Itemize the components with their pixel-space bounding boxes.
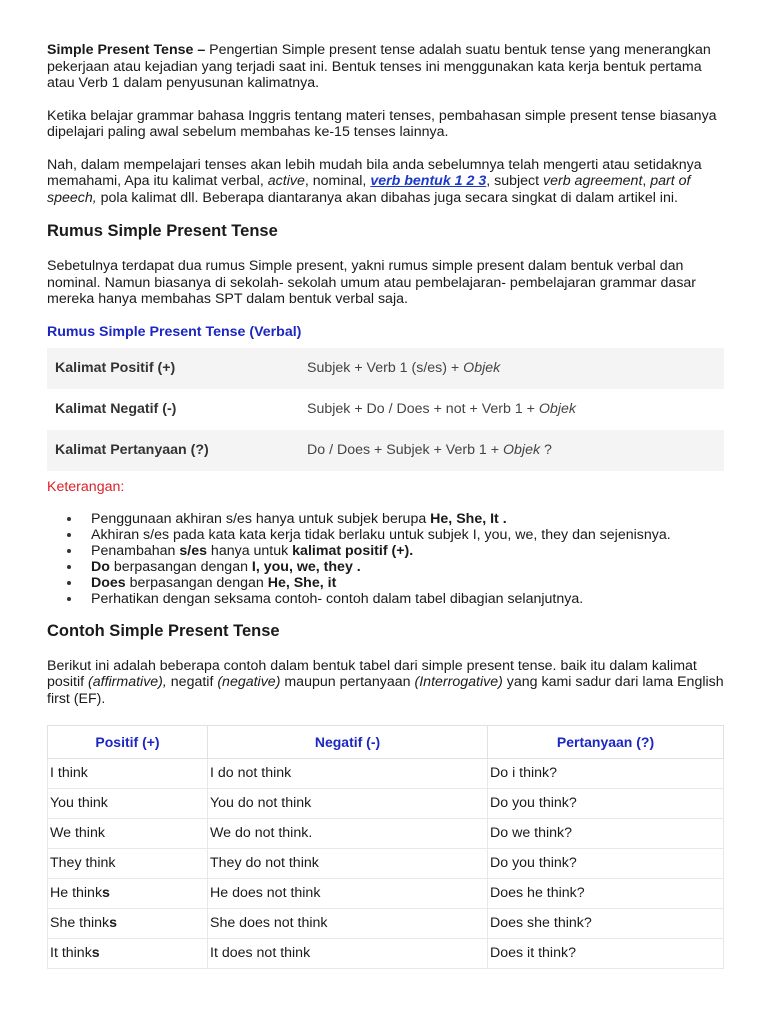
rumus-row-positif: Kalimat Positif (+) Subjek + Verb 1 (s/es) + Objek: [47, 348, 724, 389]
header-negatif: Negatif (-): [208, 726, 488, 759]
list-item: Does berpasangan dengan He, She, it: [91, 575, 727, 591]
intro-paragraph-2: Ketika belajar grammar bahasa Inggris tentang materi tenses, pembahasan simple present tense biasanya dipelajari paling awal sebelum membahas ke-15 tenses lainnya.: [47, 107, 717, 140]
contoh-heading: Contoh Simple Present Tense: [47, 621, 280, 640]
rumus-row-negatif: Kalimat Negatif (-) Subjek + Do / Does + not + Verb 1 + Objek: [55, 401, 576, 418]
table-row: You think You do not think Do you think?: [48, 789, 724, 819]
list-item: Do berpasangan dengan I, you, we, they .: [91, 559, 727, 575]
document-page: [47, 42, 727, 969]
table-row: We think We do not think. Do we think?: [48, 819, 724, 849]
table-header-row: [48, 726, 724, 759]
verb-bentuk-link[interactable]: verb bentuk 1 2 3: [370, 173, 487, 189]
contoh-table: [47, 725, 724, 969]
list-item: Akhiran s/es pada kata kata kerja tidak berlaku untuk subjek I, you, we, they dan sejenisnya.: [91, 527, 727, 543]
keterangan-list: [47, 511, 727, 607]
intro-paragraph-1: Simple Present Tense – Pengertian Simple present tense adalah suatu bentuk tense yang menerangkan pekerjaan atau kejadian yang terjadi saat ini. Bentuk tenses ini menggunakan kata kerja bentuk pertama atau Verb 1 dalam penyusunan kalimatnya.: [47, 42, 711, 91]
rumus-verbal-subheading: Rumus Simple Present Tense (Verbal): [47, 323, 302, 340]
list-item: Penambahan s/es hanya untuk kalimat positif (+).: [91, 543, 727, 559]
header-positif: Positif (+): [48, 726, 208, 759]
contoh-description: Berikut ini adalah beberapa contoh dalam bentuk tabel dari simple present tense. baik itu dalam kalimat positif (affirmative), negatif (negative) maupun pertanyaan (Interrogative) yang kami sadur dari lama English first (EF).: [47, 657, 724, 707]
header-pertanyaan: Pertanyaan (?): [488, 726, 724, 759]
rumus-table: [47, 348, 724, 471]
rumus-row-pertanyaan: Kalimat Pertanyaan (?) Do / Does + Subjek + Verb 1 + Objek ?: [47, 430, 724, 471]
table-row: They think They do not think Do you think?: [48, 849, 724, 879]
rumus-heading: Rumus Simple Present Tense: [47, 222, 278, 240]
table-row: She thinks She does not think Does she think?: [48, 909, 724, 939]
table-row: He thinks He does not think Does he think?: [48, 879, 724, 909]
table-row: I think I do not think Do i think?: [48, 759, 724, 789]
list-item: Perhatikan dengan seksama contoh- contoh dalam tabel dibagian selanjutnya.: [91, 591, 727, 607]
rumus-description: Sebetulnya terdapat dua rumus Simple present, yakni rumus simple present dalam bentuk verbal dan nominal. Namun biasanya di sekolah- sekolah umum atau pembelajaran- pembelajaran grammar dasar mereka hanya membahas SPT dalam bentuk verbal saja.: [47, 258, 697, 307]
intro-title: Simple Present Tense –: [47, 42, 206, 58]
intro-paragraph-3: Nah, dalam mempelajari tenses akan lebih mudah bila anda sebelumnya telah mengerti atau setidaknya memahami, Apa itu kalimat verbal, active, nominal, verb bentuk 1 2 3, subject verb agreement, part of speech, pola kalimat dll. Beberapa diantaranya akan dibahas juga secara singkat di dalam artikel ini.: [47, 156, 702, 206]
keterangan-label: Keterangan:: [47, 479, 125, 495]
list-item: Penggunaan akhiran s/es hanya untuk subjek berupa He, She, It .: [91, 511, 727, 527]
table-row: It thinks It does not think Does it think?: [48, 939, 724, 969]
